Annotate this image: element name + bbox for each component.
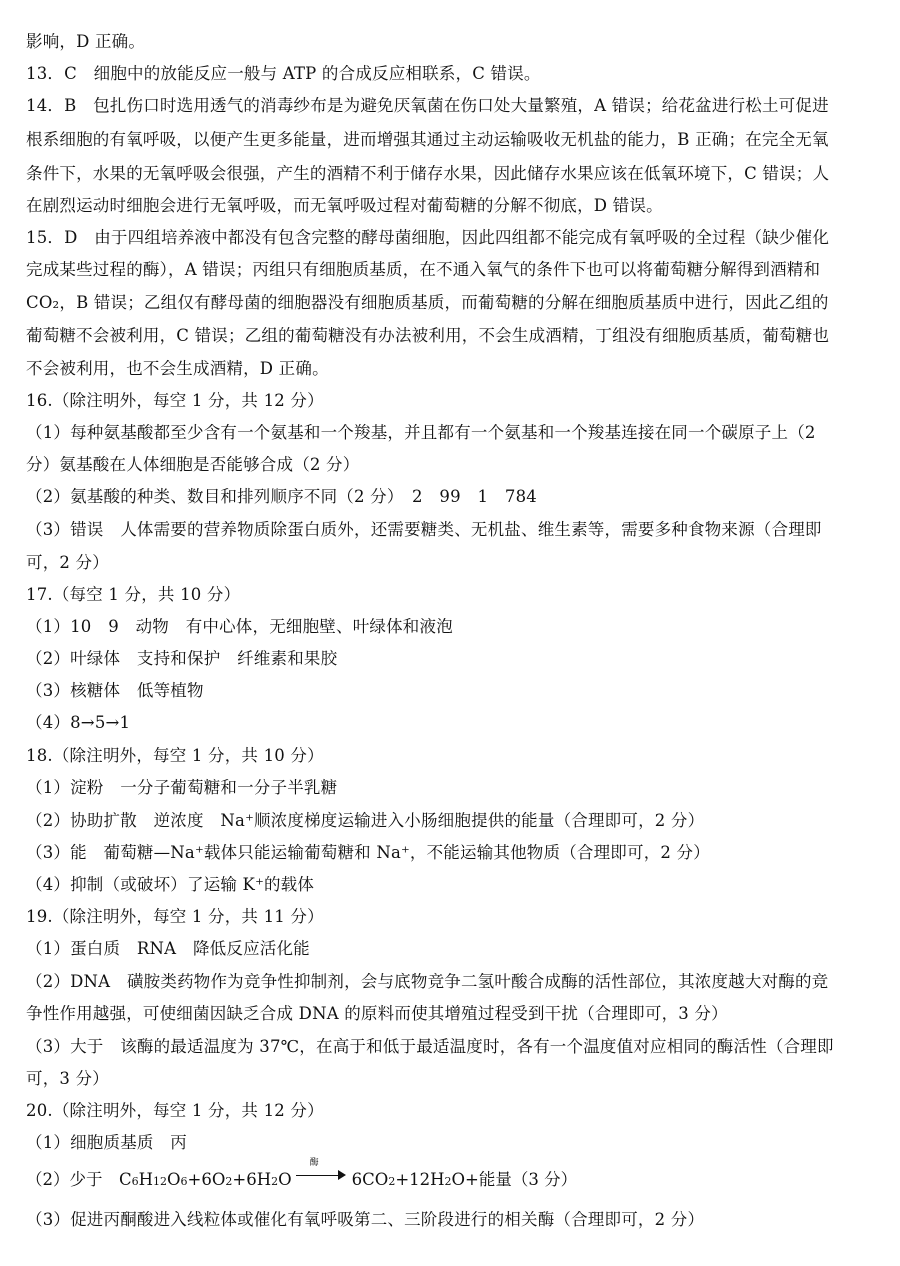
text-line: （3）大于 该酶的最适温度为 37℃，在高于和低于最适温度时，各有一个温度值对应相同的酶活性（合理即 [26, 1037, 834, 1056]
text-line: （3）错误 人体需要的营养物质除蛋白质外，还需要糖类、无机盐、维生素等，需要多种食物来源（合理即 [26, 520, 822, 539]
section-heading: 20.（除注明外，每空 1 分，共 12 分） [26, 1101, 324, 1120]
text-line: （2）协助扩散 逆浓度 Na⁺顺浓度梯度运输进入小肠细胞提供的能量（合理即可，2 分） [26, 811, 705, 830]
equation-water-out-o: O+能量（3 分） [451, 1170, 578, 1189]
text-line: （1）10 9 动物 有中心体，无细胞壁、叶绿体和液泡 [26, 617, 453, 636]
enzyme-label: 酶 [309, 1158, 319, 1168]
text-line: （1）蛋白质 RNA 降低反应活化能 [26, 939, 310, 958]
section-heading: 18.（除注明外，每空 1 分，共 10 分） [26, 746, 324, 765]
section-heading: 19.（除注明外，每空 1 分，共 11 分） [26, 907, 324, 926]
text-line: （1）细胞质基质 丙 [26, 1133, 187, 1152]
text-line: 在剧烈运动时细胞会进行无氧呼吸，而无氧呼吸过程对葡萄糖的分解不彻底，D 错误。 [26, 196, 663, 215]
text-line: （2）氨基酸的种类、数目和排列顺序不同（2 分） 2 99 1 784 [26, 487, 537, 506]
equation-water-in-subscript: 2 [271, 1175, 279, 1188]
text-line: （3）能 葡萄糖—Na⁺载体只能运输葡萄糖和 Na⁺，不能运输其他物质（合理即可，2 分） [26, 843, 710, 862]
equation-c-subscript: 6 [131, 1175, 139, 1188]
text-line: （1）每种氨基酸都至少含有一个氨基和一个羧基，并且都有一个氨基和一个羧基连接在同一个碳原子上（2 [26, 423, 816, 442]
section-heading: 16.（除注明外，每空 1 分，共 12 分） [26, 391, 324, 410]
text-line: （3）促进丙酮酸进入线粒体或催化有氧呼吸第二、三阶段进行的相关酶（合理即可，2 分） [26, 1210, 705, 1229]
equation-h: H [138, 1170, 154, 1189]
respiration-equation [26, 1158, 886, 1198]
text-line: 葡萄糖不会被利用，C 错误；乙组的葡萄糖没有办法被利用，不会生成酒精，丁组没有细胞质基质，葡萄糖也 [26, 326, 830, 345]
text-line: 可，2 分） [26, 553, 109, 572]
text-line: （4）8→5→1 [26, 713, 131, 732]
equation-o: O [167, 1170, 181, 1189]
equation-co2: 6CO [351, 1170, 389, 1189]
section-heading: 17.（每空 1 分，共 10 分） [26, 585, 241, 604]
equation-co2-subscript: 2 [388, 1175, 396, 1188]
equation-water-out: +12H [395, 1170, 445, 1189]
text-line: 可，3 分） [26, 1069, 109, 1088]
text-line: 15．D 由于四组培养液中都没有包含完整的酵母菌细胞，因此四组都不能完成有氧呼吸的全过程（缺少催化 [26, 228, 830, 247]
equation-h-subscript: 12 [153, 1175, 168, 1188]
text-line: （1）淀粉 一分子葡萄糖和一分子半乳糖 [26, 778, 338, 797]
text-line: 14．B 包扎伤口时选用透气的消毒纱布是为避免厌氧菌在伤口处大量繁殖，A 错误；给花盆进行松土可促进 [26, 96, 829, 115]
equation-o-subscript: 6 [180, 1175, 188, 1188]
equation-water-in-o: O [278, 1170, 292, 1189]
equation-oxygen: +6O [187, 1170, 226, 1189]
text-line: （4）抑制（或破坏）了运输 K⁺的载体 [26, 875, 315, 894]
equation-water-in: +6H [232, 1170, 272, 1189]
text-line: 条件下，水果的无氧呼吸会很强，产生的酒精不利于储存水果，因此储存水果应该在低氧环境下，C 错误；人 [26, 164, 830, 183]
text-line: 影响，D 正确。 [26, 32, 146, 51]
text-line: 分）氨基酸在人体细胞是否能够合成（2 分） [26, 455, 360, 474]
equation-water-out-subscript: 2 [444, 1175, 452, 1188]
text-line: 13．C 细胞中的放能反应一般与 ATP 的合成反应相联系，C 错误。 [26, 64, 541, 83]
text-line: CO₂，B 错误；乙组仅有酵母菌的细胞器没有细胞质基质，而葡萄糖的分解在细胞质基质中进行，因此乙组的 [26, 293, 829, 312]
text-line: （2）叶绿体 支持和保护 纤维素和果胶 [26, 649, 338, 668]
text-line: 根系细胞的有氧呼吸，以便产生更多能量，进而增强其通过主动运输吸收无机盐的能力，B 正确；在完全无氧 [26, 130, 829, 149]
text-line: 完成某些过程的酶），A 错误；丙组只有细胞质基质，在不通入氧气的条件下也可以将葡萄糖分解得到酒精和 [26, 260, 821, 279]
equation-prefix: （2）少于 [26, 1170, 119, 1189]
text-line: 不会被利用，也不会生成酒精，D 正确。 [26, 359, 329, 378]
text-line: （2）DNA 磺胺类药物作为竞争性抑制剂，会与底物竞争二氢叶酸合成酶的活性部位，其浓度越大对酶的竞 [26, 972, 829, 991]
equation-oxygen-subscript: 2 [225, 1175, 233, 1188]
text-line: 争性作用越强，可使细菌因缺乏合成 DNA 的原料而使其增殖过程受到干扰（合理即可，3 分） [26, 1004, 728, 1023]
text-line: （3）核糖体 低等植物 [26, 681, 204, 700]
reaction-arrow-icon [296, 1158, 348, 1185]
equation-c: C [119, 1170, 132, 1189]
